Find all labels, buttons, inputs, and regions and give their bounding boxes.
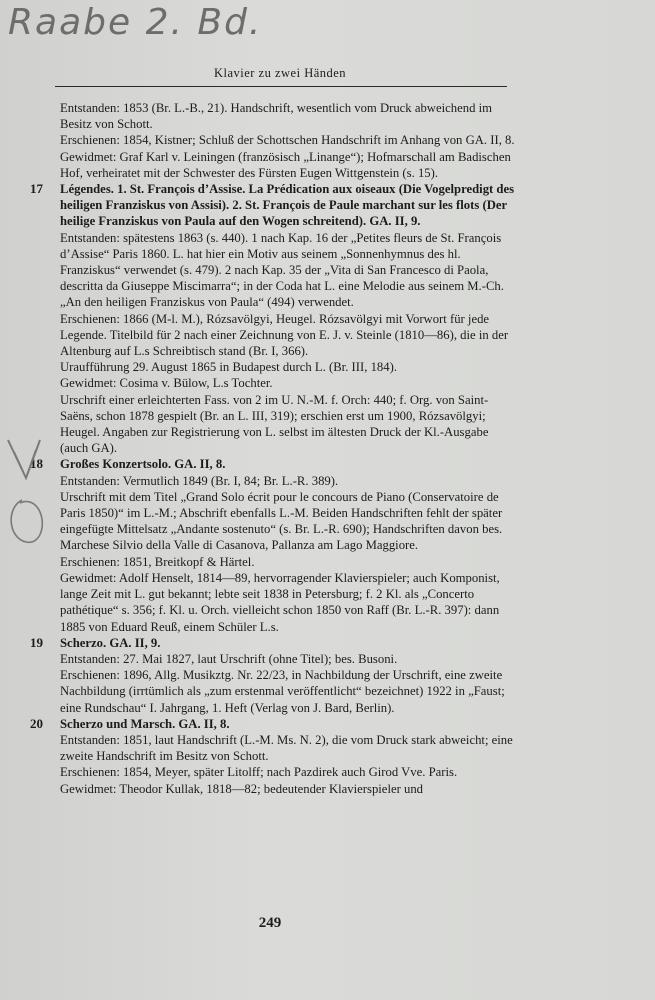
entry-line: Entstanden: Vermutlich 1849 (Br. I, 84; Br. L.-R. 389). [60, 473, 339, 488]
pencil-note: Raabe 2. Bd. [8, 2, 263, 43]
entry-line: Erschienen: 1851, Breitkopf & Härtel. [60, 554, 255, 569]
entry-line: Gewidmet: Adolf Henselt, 1814—89, hervorragender Klavierspieler; auch Komponist, lange Zeit mit L. gut bekannt; lebte seit 1838 in Petersburg; f. 2 Kl. als „Concerto pathétique“ s. 356; f. Kl. u. Orch. vielleicht schon 1850 von Raff (Br. L.-R. 397): dann 1885 von Eduard Reuß, einem Schüler L.s. [60, 570, 500, 634]
page-number: 249 [258, 915, 282, 931]
entry-line: Gewidmet: Cosima v. Bülow, L.s Tochter. [60, 376, 273, 391]
running-header: Klavier zu zwei Händen [213, 66, 347, 80]
entry-line: Gewidmet: Theodor Kullak, 1818—82; bedeutender Klavierspieler und [60, 781, 424, 796]
entry-line: Uraufführung 29. August 1865 in Budapest durch L. (Br. III, 184). [60, 360, 397, 375]
entry-title: 18 Großes Konzertsolo. GA. II, 8. [30, 456, 226, 472]
entry-line: Erschienen: 1854, Meyer, später Litolff; nach Pazdirek auch Girod Vve. Paris. [60, 765, 458, 780]
entry-line: Erschienen: 1866 (M-l. M.), Rózsavölgyi, Heugel. Rózsavölgyi mit Vorwort für jede Legende. Titelbild für 2 nach einer Zeichnung von E. J. v. Steinle (1810—86), die in der Altenburg auf L.s Schreibtisch stand (Br. I, 366). [60, 311, 509, 359]
catalog-text [30, 100, 518, 797]
entry-line: Entstanden: spätestens 1863 (s. 440). 1 nach Kap. 16 der „Petites fleurs de St. François d’Assise“ Paris 1860. L. hat hier ein Motiv aus seinem „Sonnenhymnus des hl. Franziskus“ verwendet (s. 479). 2 nach Kap. 35 der „Vita di San Francesco di Paola, descritta da Giuseppe Miscimarra“; in der Coda hat L. eine Melodie aus seinem M.-Ch. „An den heiligen Franziskus von Paula“ (494) verwendet. [60, 230, 504, 310]
entry-line: Gewidmet: Graf Karl v. Leiningen (französisch „Linange“); Hofmarschall am Badischen Hof, verheiratet mit der Schwester des Fürsten Eugen Wittgenstein (s. 15). [60, 149, 511, 180]
entry-title: 17 Légendes. 1. St. François d’Assise. La Prédication aux oiseaux (Die Vogelpredigt des heiligen Franziskus von Assisi). 2. St. François de Paule marchant sur les flots (Der heilige Franziskus von Paula auf den Wogen schreitend). GA. II, 9. [30, 181, 515, 229]
entry-line: Entstanden: 27. Mai 1827, laut Urschrift (ohne Titel); bes. Busoni. [60, 651, 398, 666]
entry-line: Erschienen: 1896, Allg. Musikztg. Nr. 22/23, in Nachbildung der Urschrift, eine zweite Nachbildung (irrtümlich als „zum erstenmal veröffentlicht“ bezeichnet) 1922 in „Faust; eine Rundschau“ I. Jahrgang, 1. Heft (Verlag von J. Bard, Berlin). [60, 668, 505, 715]
entry-title: 20 Scherzo und Marsch. GA. II, 8. [30, 715, 230, 731]
entry-line: Entstanden: 1853 (Br. L.-B., 21). Handschrift, wesentlich vom Druck abweichend im Besitz von Schott. [60, 101, 492, 132]
header-rule [55, 86, 507, 87]
entry-title: 19 Scherzo. GA. II, 9. [30, 634, 161, 650]
entry-line: Entstanden: 1851, laut Handschrift (L.-M. Ms. N. 2), die vom Druck stark abweicht; eine zweite Handschrift im Besitz von Schott. [60, 732, 513, 764]
entry-line: Urschrift einer erleichterten Fass. von 2 im U. N.-M. f. Orch: 440; f. Org. von Saint-Saëns, schon 1878 gespielt (Br. an L. III, 319); erschien erst um 1900, Rózsavölgyi; Heugel. Angaben zur Registrierung von L. selbst im ältesten Druck der Kl.-Ausgabe (auch GA). [60, 392, 489, 456]
entry-line: Urschrift mit dem Titel „Grand Solo écrit pour le concours de Piano (Conservatoire de Paris 1850)“ im L.-M.; Abschrift ebenfalls L.-M. Beiden Handschriften fehlt der später eingefügte Mittelsatz „Andante sostenuto“ (s. Br. L.-R. 690); Handschriften davon bes. Marchese Silvio della Valle di Casanova, Pallanza am Lago Maggiore. [60, 489, 503, 553]
entry-line: Erschienen: 1854, Kistner; Schluß der Schottschen Handschrift im Anhang von GA. II, 8. [60, 133, 515, 148]
